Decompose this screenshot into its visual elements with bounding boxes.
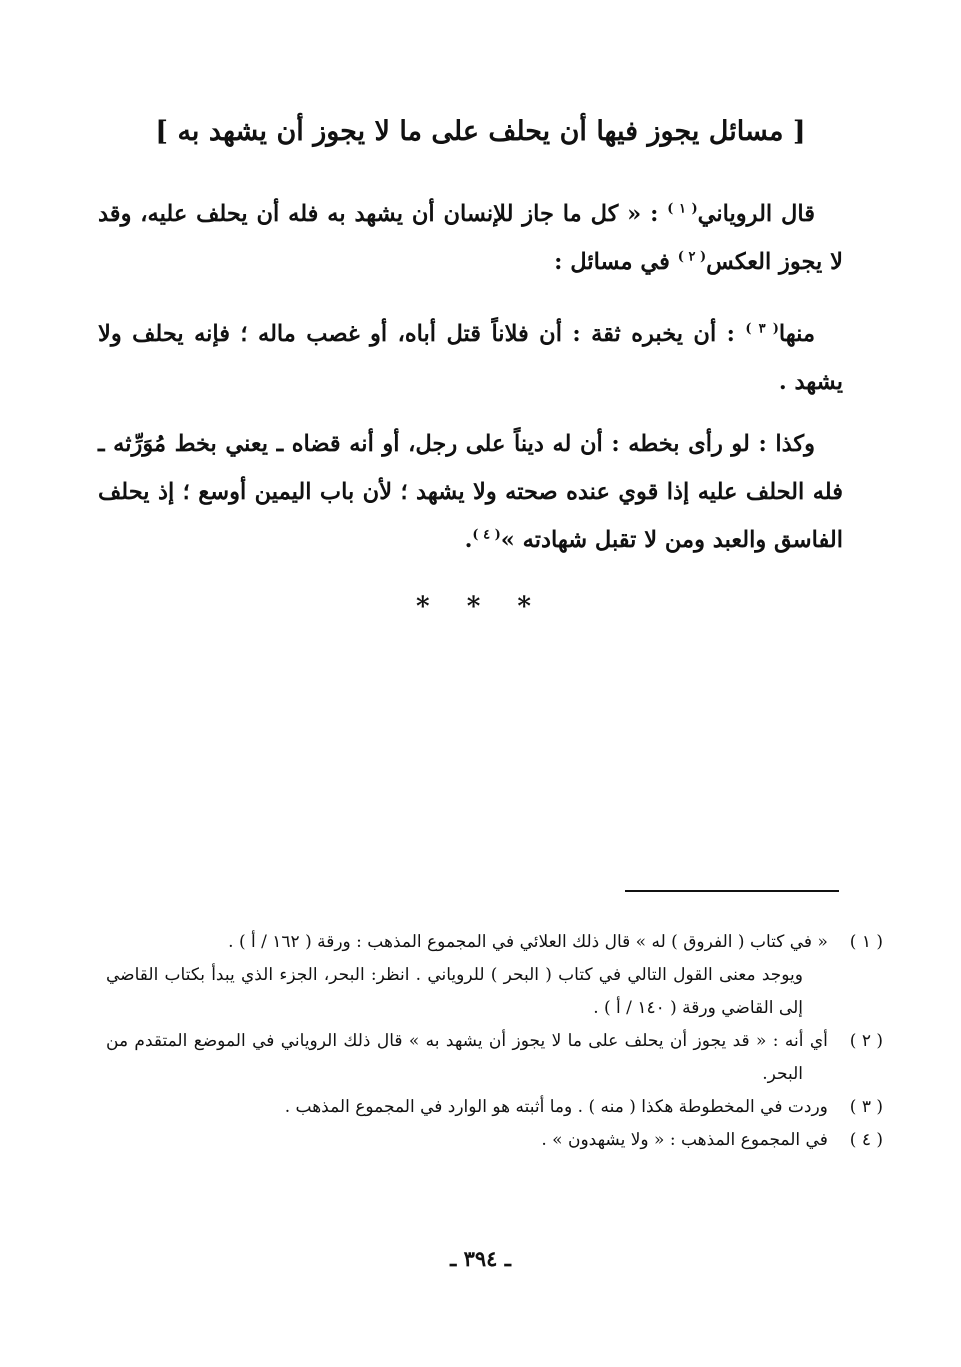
footnote-3 bbox=[106, 1091, 883, 1124]
paragraph-2 bbox=[98, 310, 843, 406]
section-separator: * * * bbox=[416, 592, 545, 622]
footnote-ref-1: ( ١ ) bbox=[667, 201, 698, 217]
footnote-2-number: ( ٢ ) bbox=[849, 1031, 883, 1051]
footnote-2-text: أي أنه : « قد يجوز أن يحلف على ما لا يجوز أن يشهد به » قال ذلك الروياني في الموضع المتقدم من البحر. bbox=[106, 1031, 828, 1084]
footnote-ref-4: ( ٤ ) bbox=[472, 527, 501, 543]
paragraph-1-text-a: قال الروياني bbox=[697, 201, 815, 227]
footnote-3-number: ( ٣ ) bbox=[849, 1097, 883, 1117]
paragraph-2-text-a: منها bbox=[778, 321, 815, 347]
paragraph-1 bbox=[98, 190, 843, 286]
page-number: ـ ٣٩٤ ـ bbox=[450, 1246, 511, 1271]
paragraph-3-text-a: وكذا : لو رأى بخطه : أن له ديناً على رجل، أو أنه قضاه ـ يعني بخط مُوَرِّثه ـ فله الحلف عليه إذا قوي عنده صحته ولا يشهد ؛ لأن باب اليمين أوسع ؛ إذ يحلف الفاسق والعبد ومن لا تقبل شهادته » bbox=[98, 431, 843, 553]
paragraph-1-text-b: : « كل ما جاز للإنسان أن يشهد به فله أن يحلف عليه، وقد لا يجوز العكس bbox=[98, 201, 843, 275]
footnote-1-number: ( ١ ) bbox=[849, 932, 883, 952]
section-title: [ مسائل يجوز فيها أن يحلف على ما لا يجوز أن يشهد به ] bbox=[155, 116, 806, 147]
footnote-ref-2: ( ٢ ) bbox=[677, 249, 707, 265]
footnote-divider bbox=[625, 890, 839, 892]
footnote-3-text: وردت في المخطوطة هكذا ( منه ) . وما أثبته هو الوارد في المجموع المذهب . bbox=[284, 1097, 828, 1117]
footnote-4-text: في المجموع المذهب : « ولا يشهدون » . bbox=[541, 1130, 828, 1150]
paragraph-3-text-b: . bbox=[464, 527, 473, 553]
paragraph-2-text-b: : أن يخبره ثقة : أن فلاناً قتل أباه، أو غصب ماله ؛ فإنه يحلف ولا يشهد . bbox=[98, 321, 843, 395]
footnote-2 bbox=[106, 1025, 883, 1091]
paragraph-1-text-c: في مسائل : bbox=[554, 249, 678, 275]
footnotes bbox=[106, 926, 883, 1157]
footnote-1 bbox=[106, 926, 883, 959]
footnote-ref-3: ( ٣ ) bbox=[745, 321, 779, 337]
footnote-4 bbox=[106, 1124, 883, 1157]
paragraph-3 bbox=[98, 420, 843, 564]
footnote-1-continuation: ويوجد معنى القول التالي في كتاب ( البحر ) للروياني . انظر: البحر، الجزء الذي يبدأ بكتاب القاضي إلى القاضي ورقة ( ١٤٠ / أ ) . bbox=[106, 965, 803, 1018]
footnote-1-text: « في كتاب ( الفروق ) له » قال ذلك العلائي في المجموع المذهب : ورقة ( ١٦٢ / أ ) . bbox=[228, 932, 828, 952]
footnote-4-number: ( ٤ ) bbox=[849, 1130, 883, 1150]
